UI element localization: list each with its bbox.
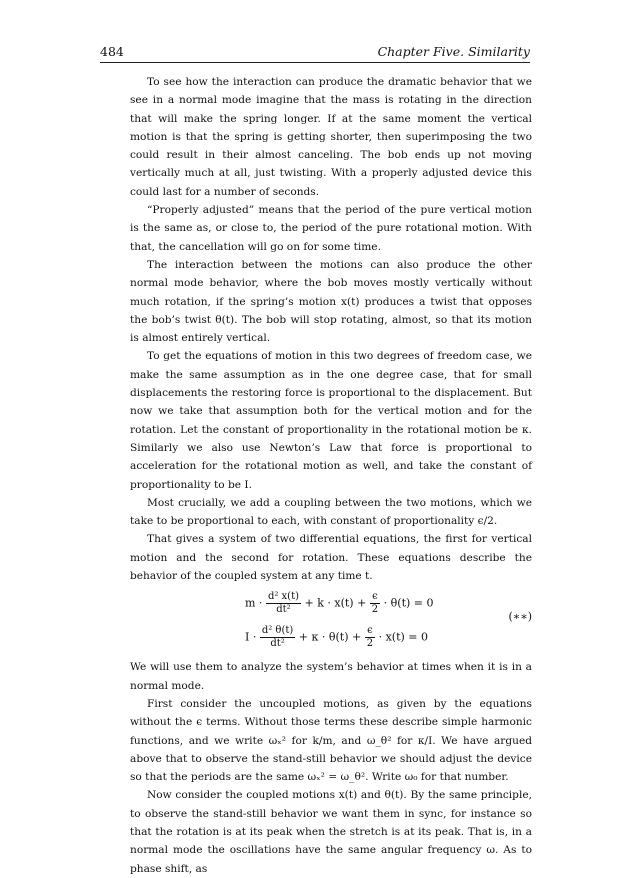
eq1-middle: + k · x(t) + [304, 596, 367, 610]
body-text [130, 73, 532, 878]
paragraph: Most crucially, we add a coupling between the two motions, which we take to be proportional to each, with constant of proportionality ϵ/2. [130, 496, 532, 528]
eq1-derivative: $\frac{\text{d² x(t)}}{\text{dt²}}$ [267, 591, 299, 616]
paragraph: First consider the uncoupled motions, as given by the equations without the ϵ terms. Without those terms these describe simple harmonic functions, and we write ωₓ² for k/m, and ω_θ² for κ/I. We have argued above that to observe the stand-still behavior we should adjust the device so that the periods are the same ωₓ² = ω_θ². Write ω₀ for that number. [130, 697, 532, 784]
eq2-right: · x(t) = 0 [378, 630, 428, 644]
eq1-coef: m · [245, 596, 263, 610]
eq2-coef: I · [245, 630, 257, 644]
paragraph: We will use them to analyze the system’s behavior at times when it is in a normal mode. [130, 661, 532, 692]
eq2-coupling: $\frac{\epsilon}{2}$ [366, 625, 374, 650]
equation-block [130, 585, 532, 658]
page-header [100, 40, 530, 60]
paragraph: Now consider the coupled motions x(t) and θ(t). By the same principle, to observe the stand-still behavior we want them in sync, for instance so that the rotation is at its peak when the stretch is at its peak. That is, in a normal mode the oscillations have the same angular frequency ω. As to phase shift, as [130, 789, 532, 875]
paragraph: “Properly adjusted” means that the period of the pure vertical motion is the same as, or close to, the period of the pure rotational motion. With that, the cancellation will go on for some time. [130, 204, 532, 253]
equation-tag: (∗∗) [508, 610, 532, 624]
equation-line-2 [245, 625, 428, 650]
paragraph: To get the equations of motion in this two degrees of freedom case, we make the same assumption as in the one degree case, that for small displacements the restoring force is proportional to the displacement. But now we take that assumption both for the vertical motion and for the rotation. Let the constant of proportionality in the rotational motion be κ. Similarly we also use Newton’s Law that force is proportional to acceleration for the rotational motion as well, and take the constant of proportionality to be I. [130, 350, 532, 491]
paragraph: The interaction between the motions can also produce the other normal mode behavior, where the bob moves mostly vertically without much rotation, if the spring’s motion x(t) produces a twist that opposes the bob’s twist θ(t). The bob will stop rotating, almost, so that its motion is almost entirely vertical. [130, 258, 532, 345]
equation-line-1 [245, 591, 434, 616]
paragraph: To see how the interaction can produce the dramatic behavior that we see in a normal mode imagine that the mass is rotating in the direction that will make the spring longer. If at the same moment the vertical motion is that the spring is getting shorter, then superimposing the two could result in their almost canceling. The bob ends up not moving vertically much at all, just twisting. With a properly adjusted device this could last for a number of seconds. [130, 76, 532, 198]
eq1-coupling: $\frac{\epsilon}{2}$ [371, 591, 379, 616]
chapter-title: Chapter Five. Similarity [377, 44, 530, 59]
page-number: 484 [100, 44, 124, 59]
eq2-derivative: $\frac{\text{d² θ(t)}}{\text{dt²}}$ [261, 625, 294, 650]
eq2-middle: + κ · θ(t) + [298, 630, 362, 644]
paragraph: That gives a system of two differential equations, the first for vertical motion and the second for rotation. These equations describe the behavior of the coupled system at any time t. [130, 533, 532, 583]
header-rule [100, 62, 530, 63]
eq1-right: · θ(t) = 0 [383, 596, 434, 610]
